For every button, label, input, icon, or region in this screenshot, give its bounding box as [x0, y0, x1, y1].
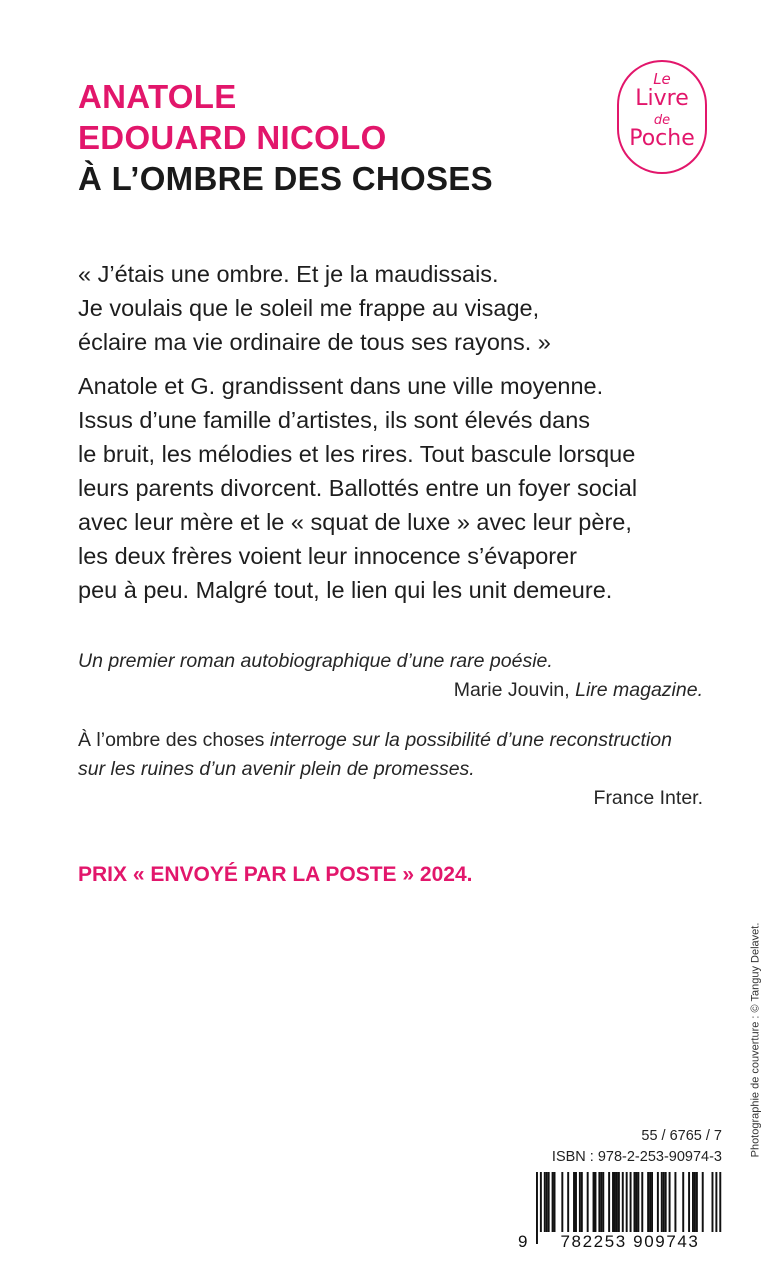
barcode-bar — [634, 1172, 636, 1234]
barcode-bar — [674, 1172, 676, 1234]
synopsis-line: leurs parents divorcent. Ballottés entre un foyer social — [78, 475, 638, 501]
synopsis — [78, 369, 637, 607]
barcode-bar — [712, 1172, 714, 1234]
quote-line: Je voulais que le soleil me frappe au visage, — [78, 295, 540, 321]
barcode-bar — [595, 1172, 597, 1234]
author-first-name: ANATOLE — [78, 78, 237, 115]
barcode-bar — [637, 1172, 639, 1234]
isbn-barcode — [518, 1172, 724, 1252]
quote-line: « J’étais une ombre. Et je la maudissais. — [78, 261, 499, 287]
barcode-bar — [602, 1172, 604, 1234]
synopsis-line: avec leur mère et le « squat de luxe » avec leur père, — [78, 509, 632, 535]
barcode-bar — [694, 1172, 696, 1234]
catalog-number: 55 / 6765 / 7 — [641, 1128, 722, 1144]
review-text-part: sur les ruines d’un avenir plein de promesses. — [78, 758, 475, 780]
logo-text-de: de — [653, 113, 671, 128]
barcode-bar — [548, 1172, 550, 1234]
barcode-bar — [661, 1172, 663, 1234]
barcode-bar — [581, 1172, 583, 1234]
barcode-bar — [641, 1172, 643, 1234]
barcode-bar — [575, 1172, 577, 1234]
barcode-first-digit: 9 — [518, 1232, 528, 1251]
barcode-bar — [657, 1172, 659, 1234]
logo-text-le: Le — [653, 70, 671, 88]
barcode-bar — [608, 1172, 610, 1234]
barcode-bar — [616, 1172, 618, 1234]
barcode-bar — [567, 1172, 569, 1234]
review-text — [78, 726, 703, 755]
barcode-bar — [573, 1172, 575, 1234]
barcode-bar — [561, 1172, 563, 1234]
barcode-bar — [618, 1172, 620, 1234]
logo-text-livre: Livre — [635, 86, 689, 111]
barcode-bar — [651, 1172, 653, 1234]
barcode-bar — [696, 1172, 698, 1234]
synopsis-line: Anatole et G. grandissent dans une ville moyenne. — [78, 373, 604, 399]
author-name — [78, 76, 387, 158]
barcode-bar — [614, 1172, 616, 1234]
synopsis-line: le bruit, les mélodies et les rires. Tout bascule lorsque — [78, 441, 636, 467]
review-text: Un premier roman autobiographique d’une rare poésie. — [78, 650, 553, 672]
barcode-digits: 782253 909743 — [538, 1232, 722, 1252]
barcode-bar — [692, 1172, 694, 1234]
barcode-bar — [593, 1172, 595, 1234]
review-lire-magazine — [78, 647, 703, 705]
logo-text-poche: Poche — [629, 126, 695, 151]
synopsis-line: peu à peu. Malgré tout, le lien qui les unit demeure. — [78, 577, 613, 603]
barcode-bar — [598, 1172, 600, 1234]
review-book-title: À l’ombre des choses — [78, 729, 265, 751]
review-source — [78, 676, 703, 705]
barcode-bar — [552, 1172, 554, 1234]
review-text-part: interroge sur la possibilité d’une reconstruction — [264, 729, 672, 751]
barcode-bar — [546, 1172, 548, 1234]
barcode-bar — [587, 1172, 589, 1234]
barcode-bar — [702, 1172, 704, 1234]
review-author: Marie Jouvin, — [453, 679, 576, 701]
barcode-bar — [544, 1172, 546, 1234]
barcode-bar — [622, 1172, 624, 1234]
book-title: À L’OMBRE DES CHOSES — [78, 160, 493, 197]
prize-award: PRIX « ENVOYÉ PAR LA POSTE » 2024. — [78, 863, 473, 886]
publisher-logo — [617, 60, 707, 174]
author-last-name: EDOUARD NICOLO — [78, 119, 387, 156]
barcode-bar — [554, 1172, 556, 1234]
photo-credit: Photographie de couverture : © Tanguy Delavet. — [749, 922, 762, 1158]
review-publication: Lire magazine. — [575, 679, 703, 701]
synopsis-line: Issus d’une famille d’artistes, ils sont élevés dans — [78, 407, 591, 433]
isbn-number: ISBN : 978-2-253-90974-3 — [551, 1149, 722, 1165]
barcode-bar — [663, 1172, 665, 1234]
barcode-bar — [688, 1172, 690, 1234]
barcode-bar — [669, 1172, 671, 1234]
barcode-bar — [682, 1172, 684, 1234]
review-source: France Inter. — [593, 787, 703, 809]
review-france-inter — [78, 726, 703, 813]
quote-line: éclaire ma vie ordinaire de tous ses rayons. » — [78, 329, 551, 355]
barcode-bar — [665, 1172, 667, 1234]
barcode-bar — [647, 1172, 649, 1234]
synopsis-line: les deux frères voient leur innocence s’évaporer — [78, 543, 577, 569]
barcode-bar — [635, 1172, 637, 1234]
barcode-bar — [579, 1172, 581, 1234]
opening-quote — [78, 257, 551, 359]
barcode-bar — [600, 1172, 602, 1234]
barcode-bar — [649, 1172, 651, 1234]
barcode-bar — [612, 1172, 614, 1234]
